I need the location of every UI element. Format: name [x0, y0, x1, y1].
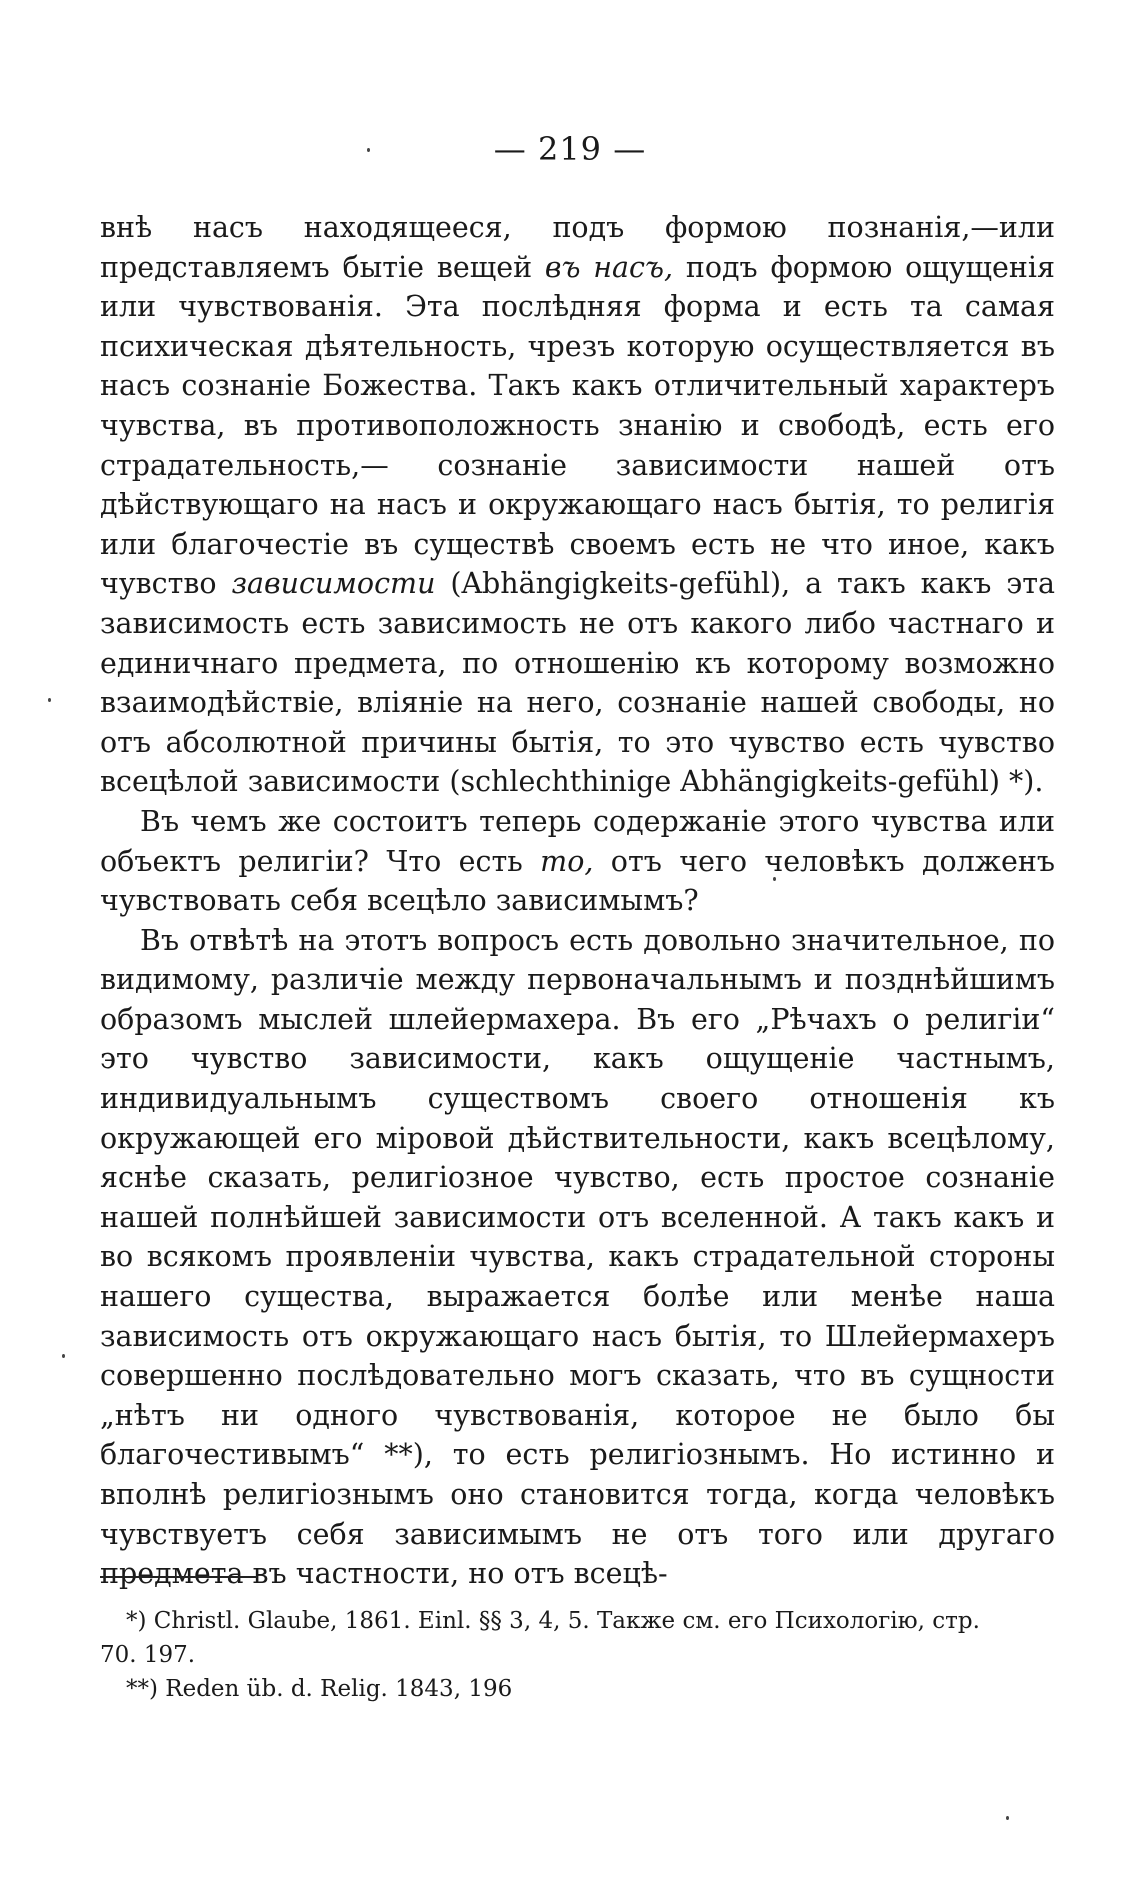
footnote-1 [100, 1604, 1055, 1672]
footnote-1-line-2: 70. 197. [100, 1642, 196, 1668]
paragraph-3: Въ отвѣтѣ на этотъ вопросъ есть довольно значительное, по видимому, различіе между первоначальнымъ и позднѣйшимъ образомъ мыслей шлейермахера. Въ его „Рѣчахъ о религіи“ это чувство зависимости, какъ ощущеніе частнымъ, индивидуальнымъ существомъ своего отношенія къ окружающей его міровой дѣйствительности, какъ всецѣлому, яснѣе сказать, религіозное чувство, есть простое сознаніе нашей полнѣйшей зависимости отъ вселенной. А такъ какъ и во всякомъ проявленіи чувства, какъ страдательной стороны нашего существа, выражается болѣе или менѣе наша зависимость отъ окружающаго насъ бытія, то Шлейермахеръ совершенно послѣдовательно могъ сказать, что въ сущности „нѣтъ ни одного чувствованія, которое не было бы благочестивымъ“ **), то есть религіознымъ. Но истинно и вполнѣ религіознымъ оно становится тогда, когда человѣкъ чувствуетъ себя зависимымъ не отъ того или другаго предмета въ частности, но отъ всецѣ- [100, 923, 1055, 1591]
emphasis-text: въ насъ, [544, 250, 674, 284]
scan-speck [1006, 1816, 1009, 1820]
main-text [100, 208, 1055, 1594]
footnote-divider [100, 1576, 257, 1578]
footnote-1-line-1: *) Christl. Glaube, 1861. Einl. §§ 3, 4, 5. Также см. его Психологію, стр. [126, 1608, 980, 1634]
paragraph-2: Въ чемъ же состоитъ теперь содержаніе этого чувства или объектъ религіи? Что есть то, отъ чего человѣкъ долженъ чувствовать себя всецѣло зависимымъ? [100, 804, 1055, 918]
scan-speck [773, 877, 776, 881]
footnotes [100, 1604, 1055, 1706]
footnote-2: **) Reden üb. d. Relig. 1843, 196 [126, 1676, 513, 1702]
page-number: — 219 — [493, 130, 647, 168]
scan-speck [62, 1354, 65, 1358]
emphasis-text: то, [540, 844, 594, 878]
paragraph-1: внѣ насъ находящееся, подъ формою познанія,—или представляемъ бытіе вещей въ насъ, подъ формою ощущенія или чувствованія. Эта послѣдняя форма и есть та самая психическая дѣятельность, чрезъ которую осуществляется въ насъ сознаніе Божества. Такъ какъ отличительный характеръ чувства, въ противоположность знанію и свободѣ, есть его страдательность,— сознаніе зависимости нашей отъ дѣйствующаго на насъ и окружающаго насъ бытія, то религія или благочестіе въ существѣ своемъ есть не что иное, какъ чувство зависимости (Abhängigkeits-gefühl), а такъ какъ эта зависимость есть зависимость не отъ какого либо частнаго и единичнаго предмета, по отношенію къ которому возможно взаимодѣйствіе, вліяніе на него, сознаніе нашей свободы, но отъ абсолютной причины бытія, то это чувство есть чувство всецѣлой зависимости (schlechthinige Abhängigkeits-gefühl) *). [100, 211, 1055, 799]
scan-speck [48, 698, 51, 702]
emphasis-text: зависимости [231, 567, 436, 601]
scan-speck [367, 148, 370, 152]
